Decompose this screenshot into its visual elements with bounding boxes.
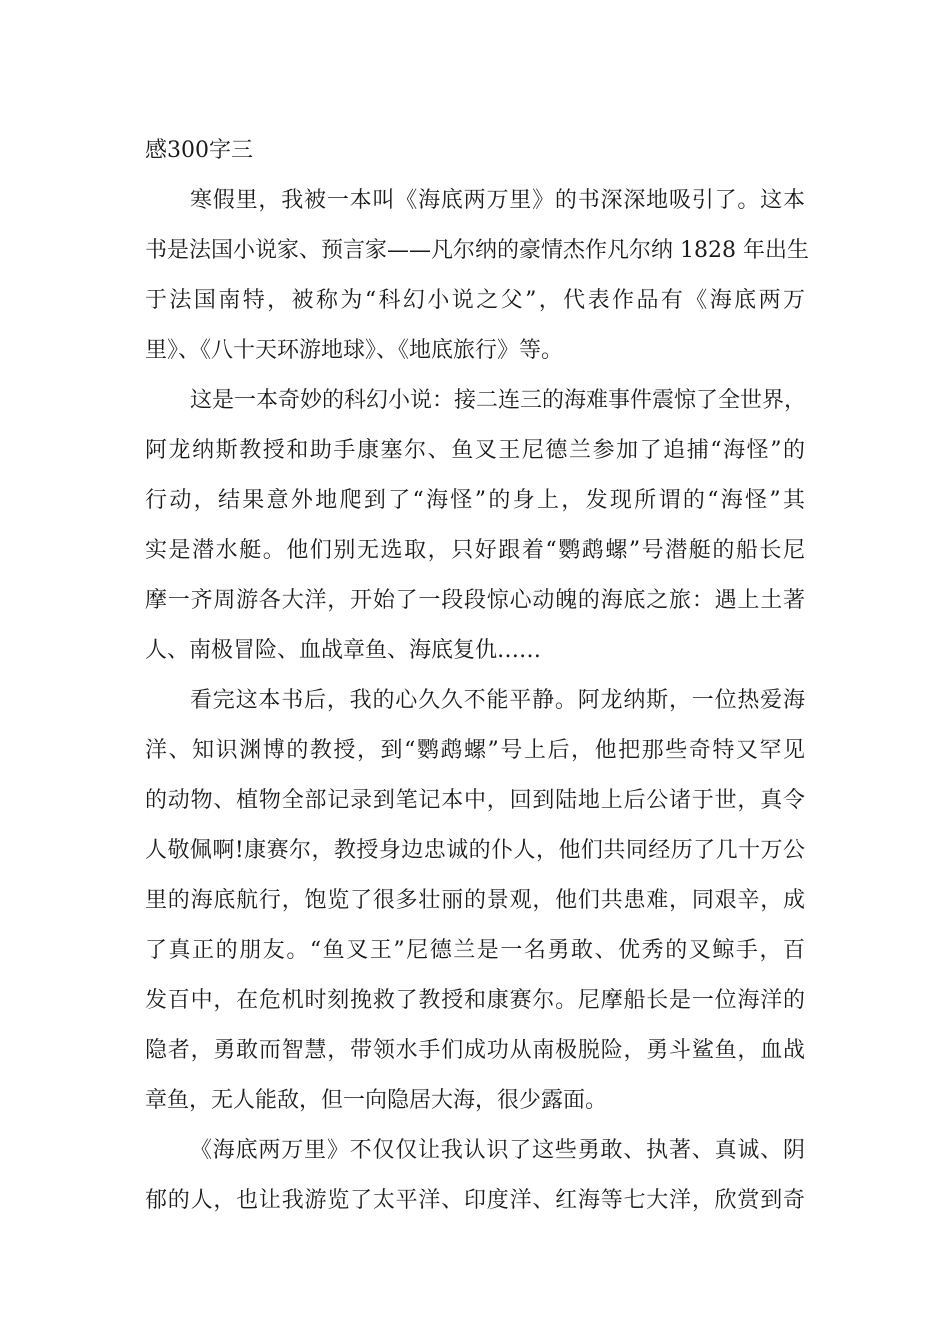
paragraph-3-line-3: 的动物、植物全部记录到笔记本中，回到陆地上后公诸于世，真令 (145, 788, 805, 813)
paragraph-4-line-2: 郁的人，也让我游览了太平洋、印度洋、红海等七大洋，欣赏到奇 (145, 1188, 805, 1213)
paragraph-2-line-5: 摩一齐周游各大洋，开始了一段段惊心动魄的海底之旅：遇上土著 (145, 588, 805, 613)
paragraph-3-line-6: 了真正的朋友。“鱼叉王”尼德兰是一名勇敢、优秀的叉鲸手，百 (145, 938, 805, 963)
paragraph-3-line-7: 发百中，在危机时刻挽救了教授和康赛尔。尼摩船长是一位海洋的 (145, 988, 805, 1013)
paragraph-3-line-2: 洋、知识渊博的教授，到“鹦鹉螺”号上后，他把那些奇特又罕见 (145, 738, 805, 763)
paragraph-1-line-4: 里》、《八十天环游地球》、《地底旅行》等。 (145, 338, 564, 363)
paragraph-2-line-6: 人、南极冒险、血战章鱼、海底复仇…… (145, 638, 542, 663)
paragraph-1-line-1: 寒假里，我被一本叫《海底两万里》的书深深地吸引了。这本 (190, 188, 805, 213)
paragraph-3-line-4: 人敬佩啊!康赛尔，教授身边忠诚的仆人，他们共同经历了几十万公 (145, 838, 805, 863)
paragraph-3-line-8: 隐者，勇敢而智慧，带领水手们成功从南极脱险，勇斗鲨鱼，血战 (145, 1038, 805, 1063)
paragraph-3-line-5: 里的海底航行，饱览了很多壮丽的景观，他们共患难，同艰辛，成 (145, 888, 805, 913)
paragraph-2-line-2: 阿龙纳斯教授和助手康塞尔、鱼叉王尼德兰参加了追捕“海怪”的 (145, 438, 805, 463)
paragraph-4-line-1: 《海底两万里》不仅仅让我认识了这些勇敢、执著、真诚、阴 (190, 1138, 805, 1163)
paragraph-3-line-9: 章鱼，无人能敌，但一向隐居大海，很少露面。 (145, 1088, 608, 1113)
paragraph-2-line-4: 实是潜水艇。他们别无选取，只好跟着“鹦鹉螺”号潜艇的船长尼 (145, 538, 805, 563)
paragraph-2-line-3: 行动，结果意外地爬到了“海怪”的身上，发现所谓的“海怪”其 (145, 488, 805, 513)
paragraph-1-line-3: 于法国南特，被称为“科幻小说之父”，代表作品有《海底两万 (145, 288, 805, 313)
paragraph-3-line-1: 看完这本书后，我的心久久不能平静。阿龙纳斯，一位热爱海 (190, 688, 805, 713)
heading-fragment: 感300字三 (145, 138, 253, 163)
paragraph-1-line-2: 书是法国小说家、预言家——凡尔纳的豪情杰作凡尔纳 1828 年出生 (145, 238, 809, 263)
paragraph-2-line-1: 这是一本奇妙的科幻小说：接二连三的海难事件震惊了全世界， (190, 388, 807, 413)
